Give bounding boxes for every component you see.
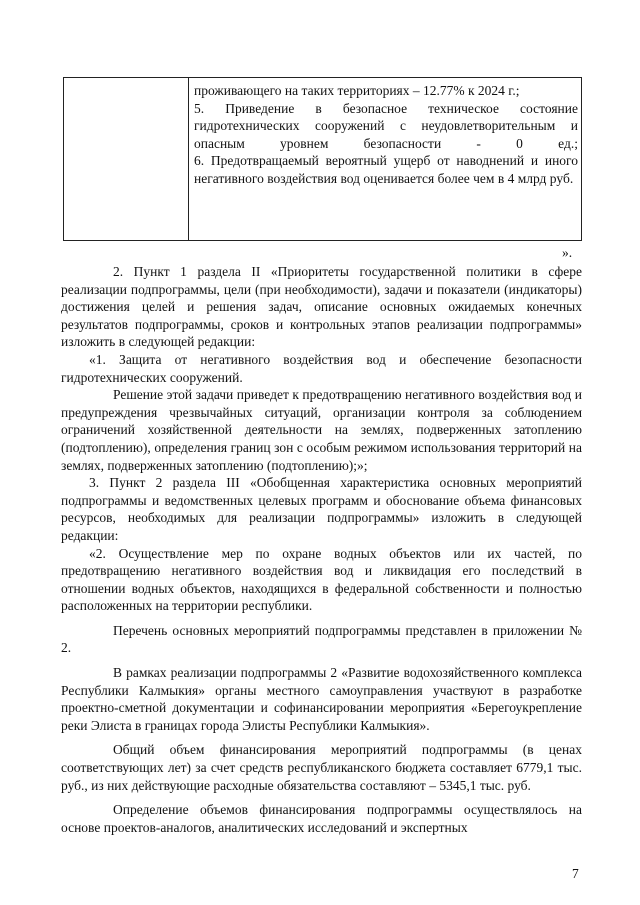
page-number: 7	[572, 866, 579, 881]
table-line-1: проживающего на таких территориях – 12.77% к 2024 г.;	[194, 83, 520, 98]
paragraph-decision: Решение этой задачи приведет к предотвращению негативного воздействия вод и предупреждения чрезвычайных ситуаций, организации контроля за соблюдением ограничений хозяйственной деятельности на землях, подверженных затоплению (подтоплению), определения границ зон с особым режимом использования территорий на землях, подверженных затоплению (подтоплению);»;	[61, 387, 582, 473]
paragraph-funding: Общий объем финансирования мероприятий подпрограммы (в ценах соответствующих лет) за счет средств республиканского бюджета составляет 6779,1 тыс. руб., из них действующие расходные обязательства составляют – 5345,1 тыс. руб.	[61, 742, 582, 793]
paragraph-subprogram-2: В рамках реализации подпрограммы 2 «Развитие водохозяйственного комплекса Республики Калмыкия» органы местного самоуправления участвуют в разработке проектно-сметной документации и софинансировании мероприятия «Берегоукрепление реки Элиста в границах города Элисты Республики Калмыкия».	[61, 665, 582, 733]
paragraph-determination: Определение объемов финансирования подпрограммы осуществлялось на основе проектов-аналогов, аналитических исследований и экспертных	[61, 802, 582, 835]
table-cell-indicators	[194, 82, 578, 188]
table-line-2: 5. Приведение в безопасное техническое состояние гидротехнических сооружений с неудовлетворительным и опасным уровнем безопасности - 0 ед.;	[194, 100, 578, 151]
body-text	[61, 263, 582, 836]
indicators-table	[63, 77, 582, 241]
paragraph-quote-1: «1. Защита от негативного воздействия вод и обеспечение безопасности гидротехнических сооружений.	[61, 351, 582, 385]
paragraph-item-2: 2. Пункт 1 раздела II «Приоритеты государственной политики в сфере реализации подпрограммы, цели (при необходимости), задачи и показатели (индикаторы) достижения целей и решения задач, описание основных ожидаемых конечных результатов подпрограммы, сроков и контрольных этапов реализации подпрограммы» изложить в следующей редакции:	[61, 264, 582, 350]
paragraph-quote-2: «2. Осуществление мер по охране водных объектов или их частей, по предотвращению негативного воздействия вод и ликвидация его последствий в отношении водных объектов, находящихся в федеральной собственности и полностью расположенных на территории республики.	[61, 545, 582, 614]
paragraph-list: Перечень основных мероприятий подпрограммы представлен в приложении № 2.	[61, 622, 582, 656]
table-column-divider	[188, 78, 189, 240]
closing-quote: ».	[562, 245, 573, 260]
table-line-3: 6. Предотвращаемый вероятный ущерб от наводнений и иного негативного воздействия вод оценивается более чем в 4 млрд руб.	[194, 153, 578, 186]
paragraph-item-3: 3. Пункт 2 раздела III «Обобщенная характеристика основных мероприятий подпрограммы и ведомственных целевых программ и обоснование объема финансовых ресурсов, необходимых для реализации подпрограммы» изложить в следующей редакции:	[61, 475, 582, 543]
